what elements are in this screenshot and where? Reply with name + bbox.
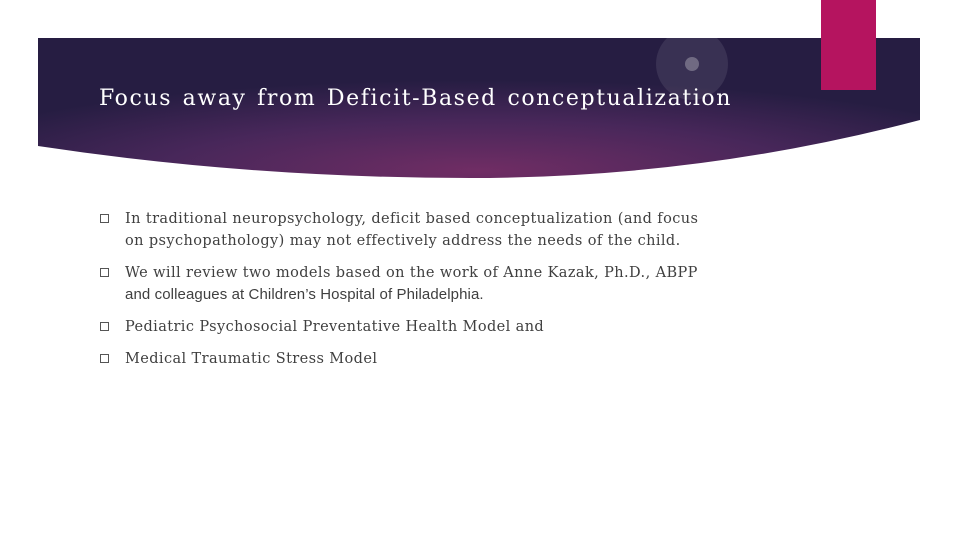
checkbox-square-icon <box>100 214 109 223</box>
bullet-item-3 <box>100 316 800 338</box>
bullet-item-4 <box>100 348 800 370</box>
bullet-1-line-1: In traditional neuropsychology, deficit based conceptualization (and focus <box>125 211 699 227</box>
bullet-2-line-2: and colleagues at Children’s Hospital of Philadelphia. <box>125 286 484 303</box>
bullet-2-line-1: We will review two models based on the work of Anne Kazak, Ph.D., ABPP <box>125 265 698 281</box>
checkbox-square-icon <box>100 322 109 331</box>
checkbox-square-icon <box>100 268 109 277</box>
accent-tab <box>821 0 876 90</box>
checkbox-square-icon <box>100 354 109 363</box>
bullet-item-2 <box>100 262 800 306</box>
bullet-list <box>100 208 800 370</box>
decorative-dot-icon <box>685 57 699 71</box>
bullet-1-line-2: on psychopathology) may not effectively address the needs of the child. <box>125 233 681 249</box>
bullet-item-1 <box>100 208 800 252</box>
bullet-3-line-1: Pediatric Psychosocial Preventative Health Model and <box>125 319 545 335</box>
slide-title: Focus away from Deficit-Based conceptualization <box>99 86 733 111</box>
bullet-4-line-1: Medical Traumatic Stress Model <box>125 351 378 367</box>
